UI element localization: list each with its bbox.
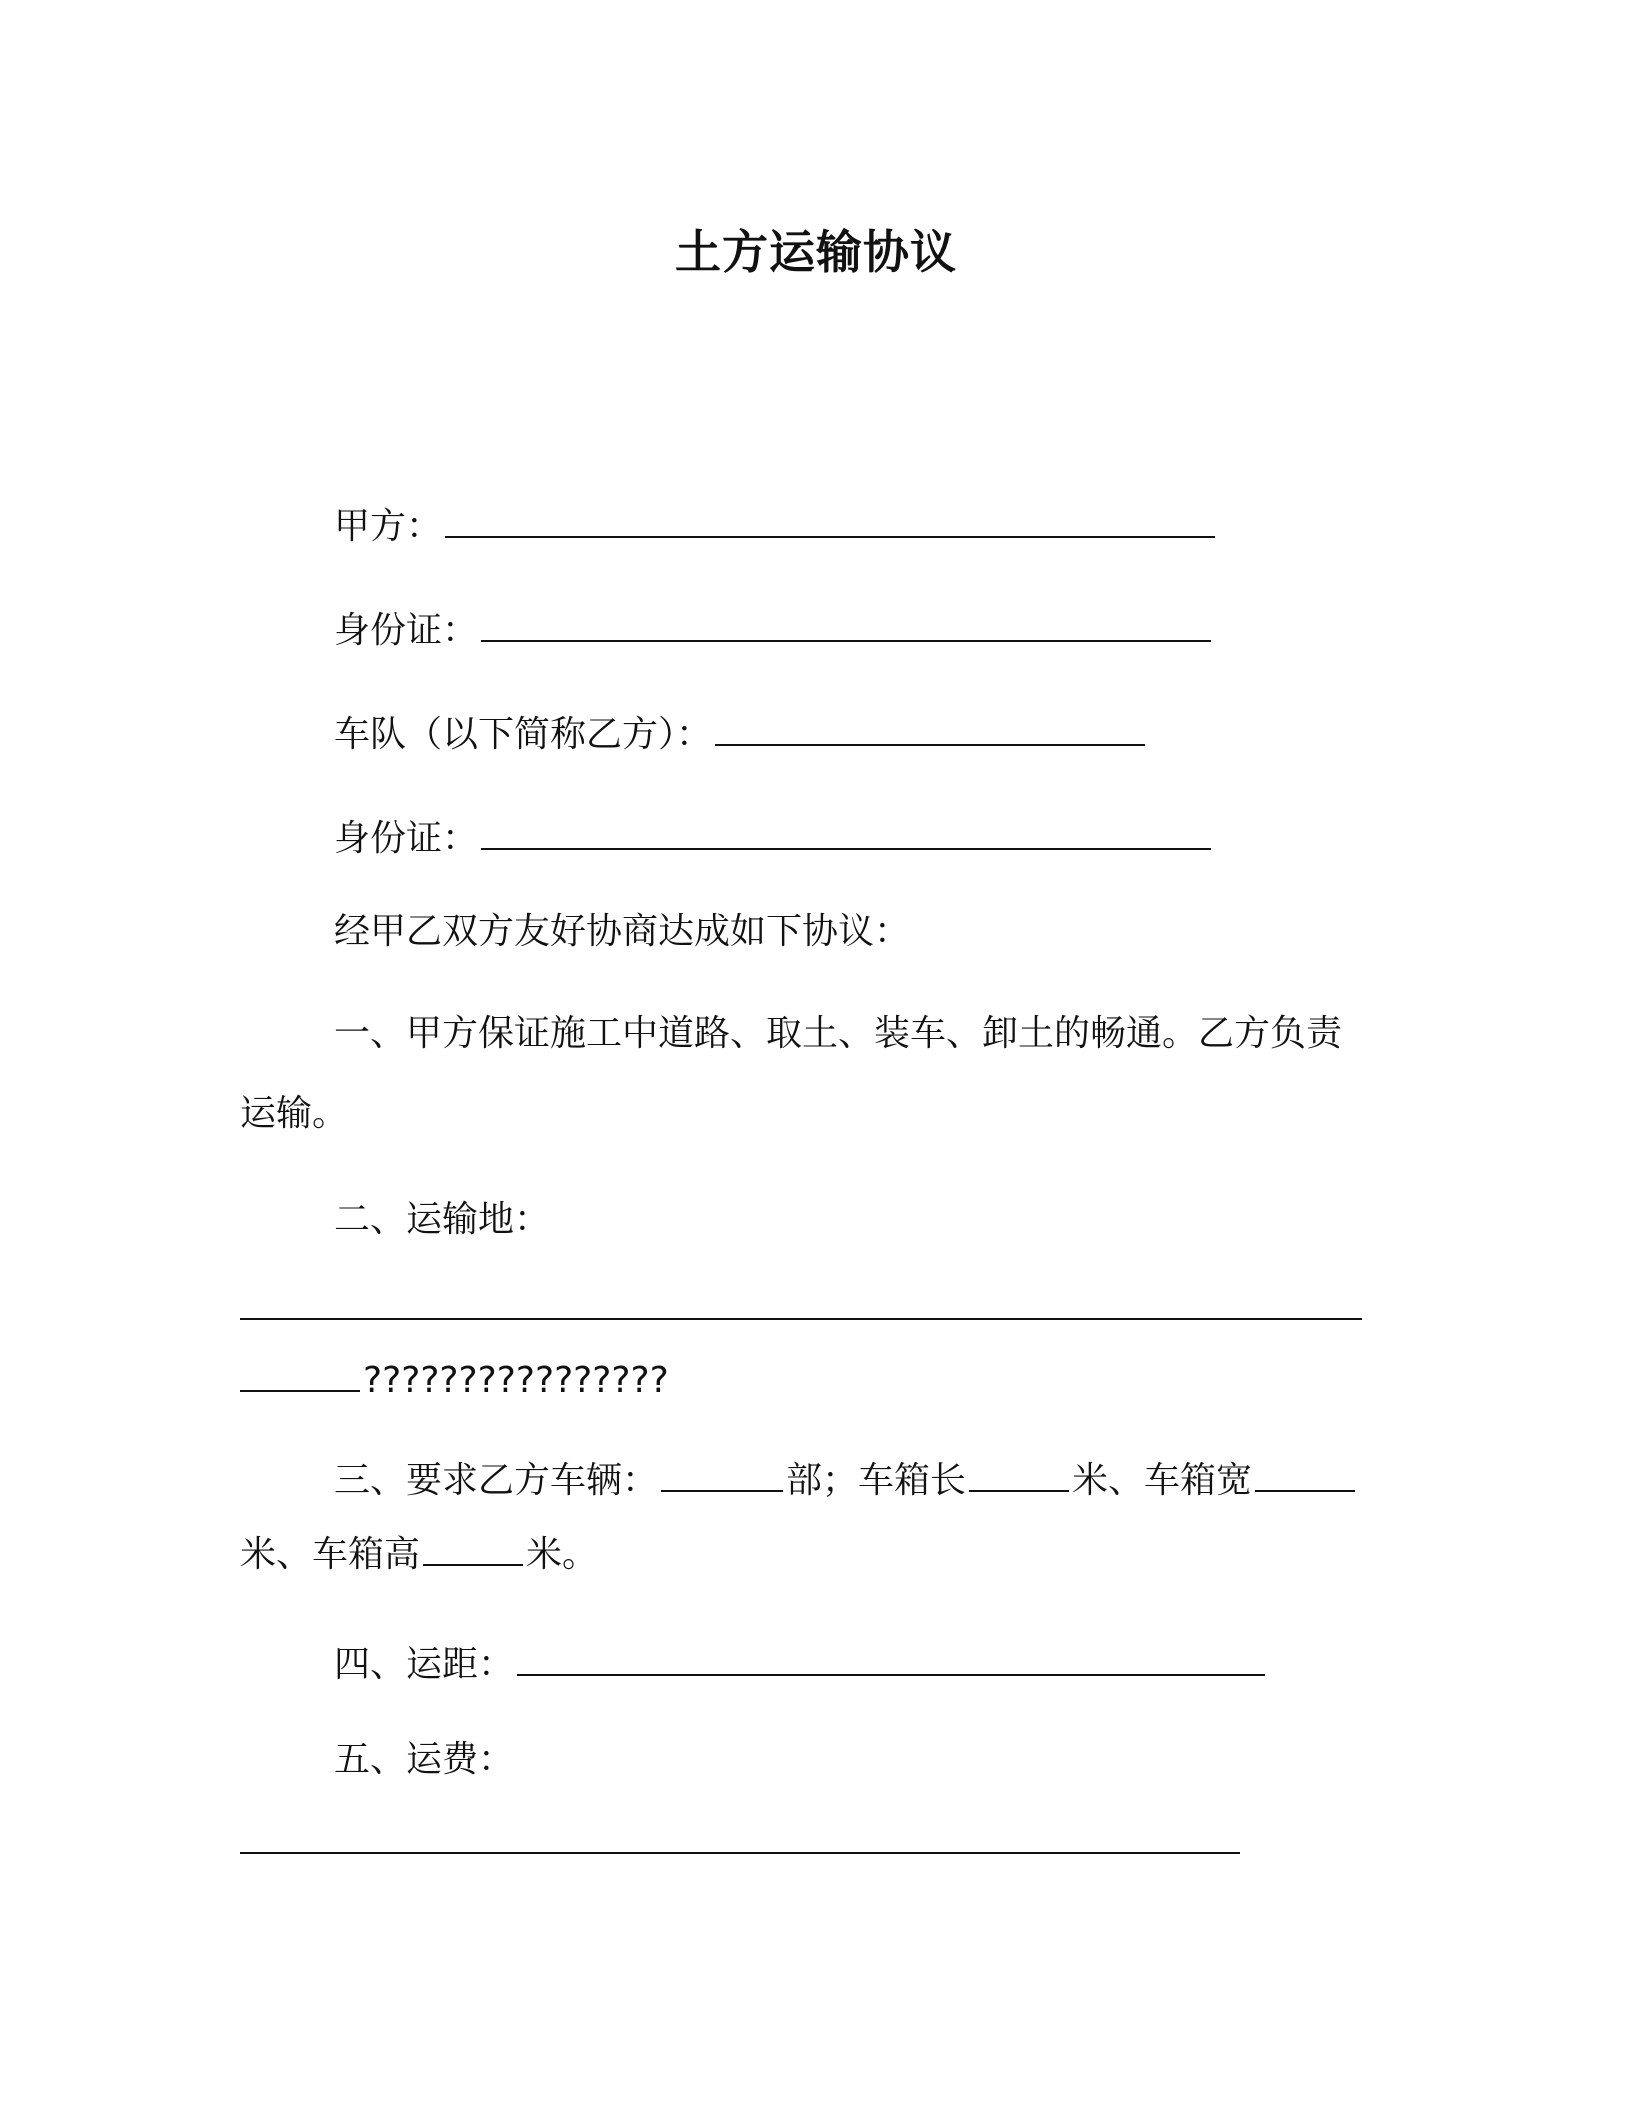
team-label: 车队（以下简称乙方）： [334, 714, 713, 755]
party-b-id-label: 身份证： [334, 818, 479, 859]
clause-3-line-2 [240, 1530, 598, 1579]
party-b-id-blank[interactable] [481, 814, 1211, 850]
clause-3-label: 三、要求乙方车辆： [334, 1460, 659, 1501]
document-title: 土方运输协议 [675, 225, 957, 279]
clause-2-trailing-text: ???????????????? [363, 1360, 669, 1401]
party-b-id-line [334, 814, 1214, 863]
clause-1-line-2: 运输。 [240, 1093, 349, 1134]
box-width-blank[interactable] [1255, 1456, 1355, 1492]
party-a-id-blank[interactable] [481, 606, 1211, 642]
party-a-blank[interactable] [445, 502, 1215, 538]
clause-1-line-1: 一、甲方保证施工中道路、取土、装车、卸土的畅通。乙方负责 [334, 1013, 1343, 1054]
party-a-line [334, 502, 1218, 551]
clause-2-trailing-line [240, 1356, 669, 1405]
clause-4-label: 四、运距： [334, 1644, 515, 1685]
clause-4-line [334, 1640, 1268, 1689]
team-blank[interactable] [715, 710, 1145, 746]
clause-2-label: 二、运输地： [334, 1199, 551, 1240]
clause-3-line2-start: 米、车箱高 [240, 1534, 421, 1575]
clause-3-line-1 [334, 1456, 1358, 1505]
clause-2-blank[interactable] [240, 1284, 1362, 1320]
box-height-blank[interactable] [423, 1530, 523, 1566]
freight-blank[interactable] [240, 1818, 1240, 1854]
vehicle-count-blank[interactable] [661, 1456, 783, 1492]
box-length-blank[interactable] [969, 1456, 1069, 1492]
intro-line: 经甲乙双方友好协商达成如下协议： [334, 911, 911, 952]
clause-2-blank-line [240, 1284, 1365, 1333]
party-a-label: 甲方： [334, 506, 443, 547]
clause-5-label: 五、运费： [334, 1739, 515, 1780]
clause-5-blank-line [240, 1818, 1243, 1867]
clause-3-meter-width: 米、车箱宽 [1072, 1460, 1253, 1501]
clause-2-short-blank[interactable] [240, 1356, 360, 1392]
clause-3-end: 米。 [526, 1534, 599, 1575]
party-a-id-label: 身份证： [334, 610, 479, 651]
team-line [334, 710, 1148, 759]
party-a-id-line [334, 606, 1214, 655]
clause-3-unit-vehicles: 部；车箱长 [786, 1460, 967, 1501]
distance-blank[interactable] [517, 1640, 1265, 1676]
